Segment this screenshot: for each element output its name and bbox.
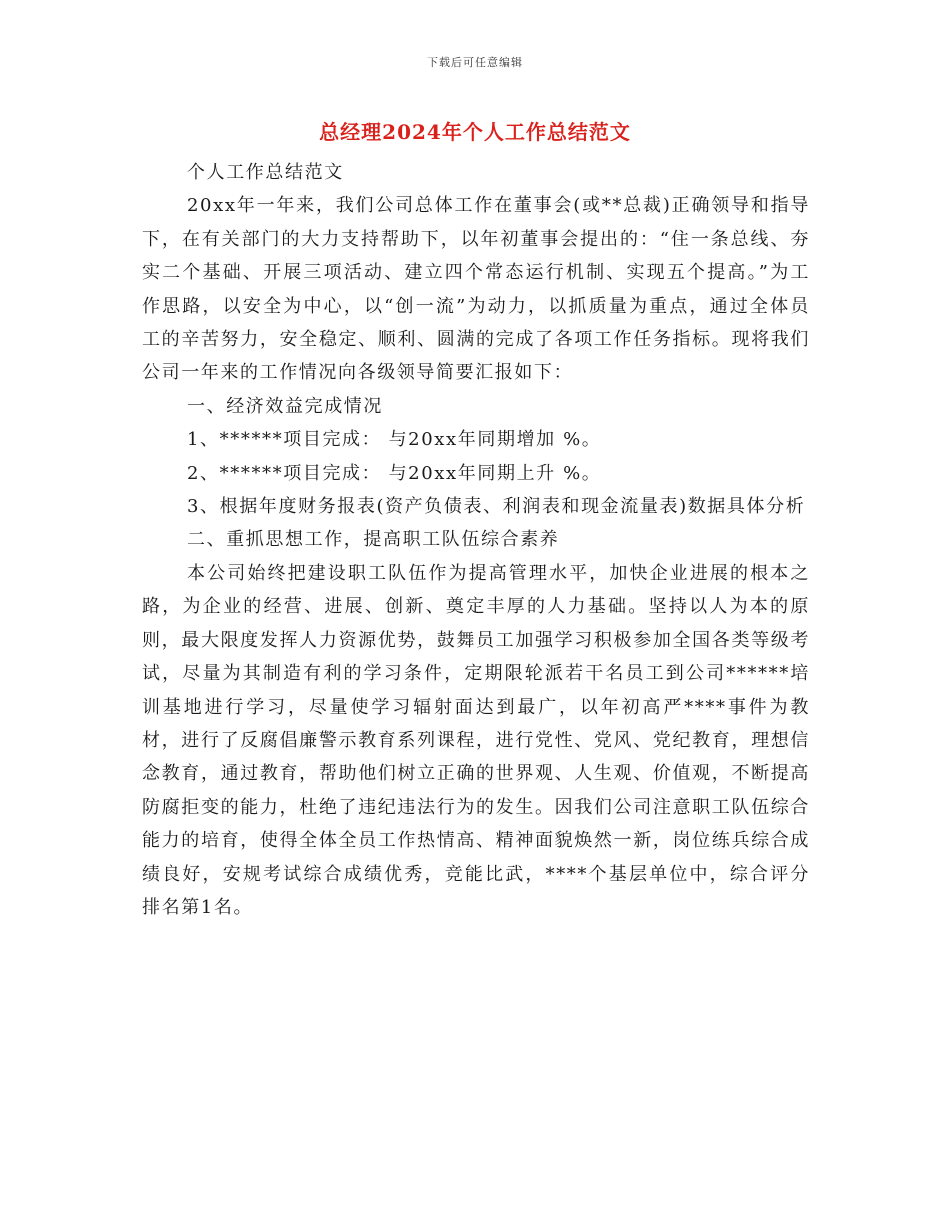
list-item-1: 1、******项目完成： 与20xx年同期增加 %。	[187, 429, 602, 451]
paragraph-team-building: 本公司始终把建设职工队伍作为提高管理水平，加快企业进展的根本之路，为企业的经营、进展、创新、奠定丰厚的人力基础。坚持以人为本的原则，最大限度发挥人力资源优势，鼓舞员工加强学习积极参加全国各类等级考试，尽量为其制造有利的学习条件，定期限轮派若干名员工到公司******培训基地进行学习，尽量使学习辐射面达到最广，以年初高严****事件为教材，进行了反腐倡廉警示教育系列课程，进行党性、党风、党纪教育，理想信念教育，通过教育，帮助他们树立正确的世界观、人生观、价值观，不断提高防腐拒变的能力，杜绝了违纪违法行为的发生。因我们公司注意职工队伍综合能力的培育，使得全体全员工作热情高、精神面貌焕然一新，岗位练兵综合成绩良好，安规考试综合成绩优秀，竞能比武，****个基层单位中，综合评分排名第1名。	[142, 562, 810, 918]
paragraph-intro: 20xx年一年来，我们公司总体工作在董事会(或**总裁)正确领导和指导下，在有关部门的大力支持帮助下，以年初董事会提出的：“住一条总线、夯实二个基础、开展三项活动、建立四个常态运行机制、实现五个提高。”为工作思路，以安全为中心，以“创一流”为动力，以抓质量为重点，通过全体员工的辛苦努力，安全稳定、顺利、圆满的完成了各项工作任务指标。现将我们公司一年来的工作情况向各级领导简要汇报如下：	[142, 195, 810, 384]
header-note: 下载后可任意编辑	[427, 56, 523, 69]
section-heading-economic: 一、经济效益完成情况	[187, 395, 383, 417]
list-item-2: 2、******项目完成： 与20xx年同期上升 %。	[187, 462, 602, 484]
document-body	[142, 156, 810, 924]
paragraph-subtitle: 个人工作总结范文	[187, 162, 344, 183]
section-heading-ideology: 二、重抓思想工作，提高职工队伍综合素养	[187, 529, 560, 551]
list-item-3: 3、根据年度财务报表(资产负债表、利润表和现金流量表)数据具体分析	[187, 496, 806, 518]
document-title: 总经理2024年个人工作总结范文	[319, 120, 631, 144]
